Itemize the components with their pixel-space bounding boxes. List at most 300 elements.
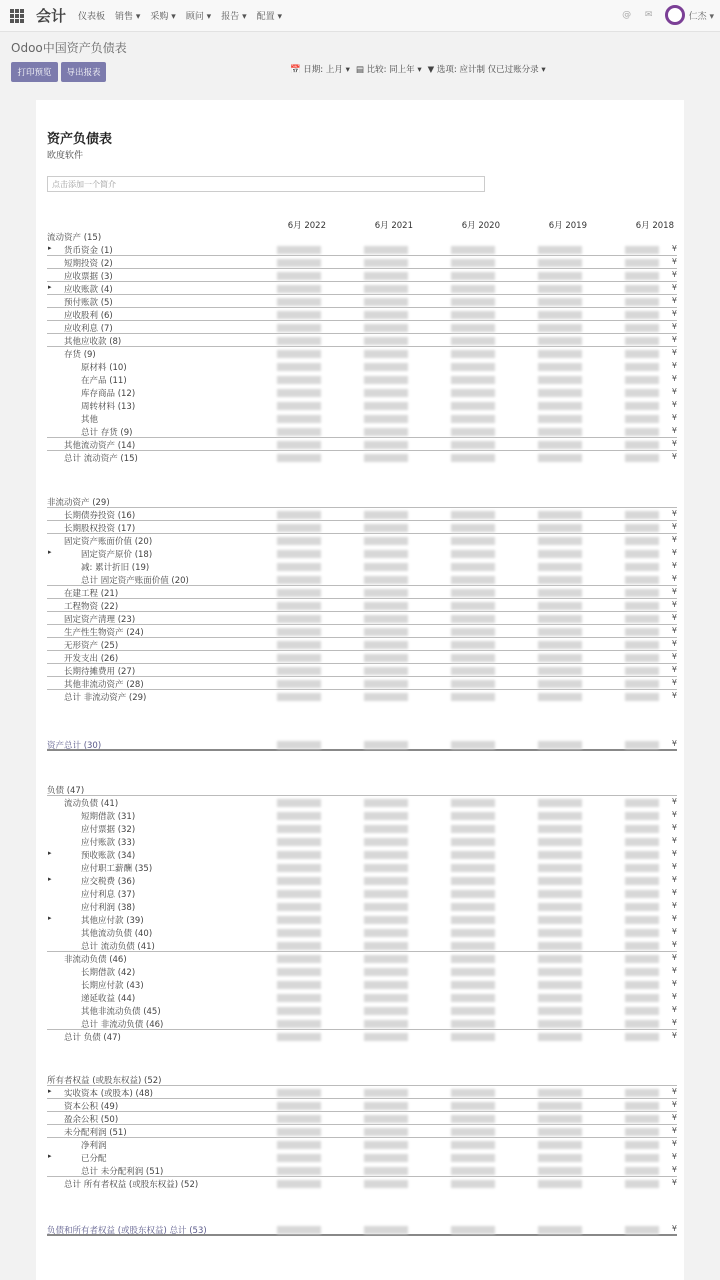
report-line[interactable]: [47, 373, 677, 386]
report-line[interactable]: [47, 861, 677, 874]
blurred-amount: [538, 311, 582, 319]
report-line[interactable]: [47, 651, 677, 664]
blurred-amount: [364, 311, 408, 319]
line-label: 总计 流动负债 (41): [81, 942, 155, 952]
report-line[interactable]: [47, 495, 677, 508]
activity-icon[interactable]: @: [622, 10, 632, 20]
report-line[interactable]: [47, 625, 677, 638]
blurred-amount: [364, 298, 408, 306]
currency-symbol: ¥: [671, 927, 677, 936]
currency-symbol: ¥: [671, 439, 677, 448]
options-filter[interactable]: ▼ 选项: 应计制 仅已过账分录 ▾: [427, 65, 546, 75]
blurred-amount: [625, 877, 659, 885]
currency-symbol: ¥: [671, 823, 677, 832]
blurred-amount: [625, 1167, 659, 1175]
report-line[interactable]: [47, 809, 677, 822]
blurred-amount: [451, 511, 495, 519]
blurred-amount: [364, 812, 408, 820]
currency-symbol: ¥: [671, 296, 677, 305]
blurred-amount: [364, 589, 408, 597]
blurred-amount: [538, 1102, 582, 1110]
blurred-amount: [538, 929, 582, 937]
report-line[interactable]: [47, 1223, 677, 1236]
report-line[interactable]: [47, 738, 677, 751]
blurred-amount: [364, 454, 408, 462]
blurred-amount: [451, 1089, 495, 1097]
line-label: 固定资产账面价值 (20): [64, 537, 153, 547]
blurred-amount: [538, 877, 582, 885]
blurred-amount: [625, 246, 659, 254]
blurred-amount: [364, 511, 408, 519]
currency-symbol: ¥: [671, 1113, 677, 1122]
currency-symbol: ¥: [671, 574, 677, 583]
line-label: 开发支出 (26): [64, 654, 119, 664]
blurred-amount: [625, 1007, 659, 1015]
line-label: 流动资产 (15): [47, 233, 102, 243]
report-line[interactable]: [47, 887, 677, 900]
report-line[interactable]: [47, 386, 677, 399]
report-line[interactable]: [47, 269, 677, 282]
currency-symbol: ¥: [671, 1178, 677, 1187]
menu-reports[interactable]: 报告 ▾: [221, 12, 247, 22]
blurred-amount: [625, 376, 659, 384]
blurred-amount: [538, 1226, 582, 1234]
blurred-amount: [364, 680, 408, 688]
line-label: 固定资产清理 (23): [64, 615, 136, 625]
blurred-amount: [538, 602, 582, 610]
line-label: 应收利息 (7): [64, 324, 113, 334]
blurred-amount: [277, 851, 321, 859]
menu-sales[interactable]: 销售 ▾: [115, 12, 141, 22]
line-label: 应付票据 (32): [81, 825, 136, 835]
compare-filter-label: 比较: 同上年 ▾: [366, 65, 422, 75]
blurred-amount: [277, 1115, 321, 1123]
report-line[interactable]: [47, 534, 677, 547]
blurred-amount: [625, 441, 659, 449]
blurred-amount: [538, 415, 582, 423]
blurred-amount: [277, 1180, 321, 1188]
menu-configuration[interactable]: 配置 ▾: [256, 12, 282, 22]
blurred-amount: [538, 285, 582, 293]
blurred-amount: [538, 693, 582, 701]
blurred-amount: [538, 628, 582, 636]
report-line[interactable]: [47, 282, 677, 295]
blurred-amount: [364, 1115, 408, 1123]
report-line[interactable]: [47, 1099, 677, 1112]
blurred-amount: [277, 1089, 321, 1097]
blurred-amount: [538, 741, 582, 749]
blurred-amount: [364, 615, 408, 623]
report-line[interactable]: [47, 690, 677, 703]
line-label: 在产品 (11): [81, 376, 127, 386]
blurred-amount: [277, 903, 321, 911]
menu-purchase[interactable]: 采购 ▾: [150, 12, 176, 22]
blurred-amount: [277, 916, 321, 924]
blurred-amount: [364, 1180, 408, 1188]
currency-symbol: ¥: [671, 509, 677, 518]
line-label: 固定资产原价 (18): [81, 550, 153, 560]
expand-caret-icon[interactable]: ▸: [48, 548, 52, 556]
column-header: 6月 2021: [374, 221, 413, 231]
avatar[interactable]: [665, 5, 685, 25]
blurred-amount: [625, 1115, 659, 1123]
line-label: 总计 流动资产 (15): [64, 454, 138, 464]
blurred-amount: [625, 812, 659, 820]
report-line[interactable]: [47, 360, 677, 373]
blurred-amount: [364, 890, 408, 898]
report-line[interactable]: [47, 256, 677, 269]
blurred-amount: [277, 929, 321, 937]
report-line[interactable]: [47, 926, 677, 939]
blurred-amount: [364, 916, 408, 924]
report-line[interactable]: [47, 547, 677, 560]
report-line[interactable]: [47, 1017, 677, 1030]
blurred-amount: [538, 1141, 582, 1149]
blurred-amount: [277, 454, 321, 462]
currency-symbol: ¥: [671, 548, 677, 557]
report-line[interactable]: [47, 451, 677, 464]
blurred-amount: [277, 799, 321, 807]
app-brand: 会计: [36, 7, 67, 25]
report-line[interactable]: [47, 1138, 677, 1151]
blurred-amount: [625, 337, 659, 345]
report-line[interactable]: [47, 521, 677, 534]
report-line[interactable]: [47, 1151, 677, 1164]
blurred-amount: [364, 537, 408, 545]
report-line[interactable]: [47, 612, 677, 625]
blurred-amount: [538, 454, 582, 462]
blurred-amount: [625, 641, 659, 649]
blurred-amount: [625, 589, 659, 597]
blurred-amount: [364, 1089, 408, 1097]
blurred-amount: [364, 825, 408, 833]
report-line[interactable]: [47, 978, 677, 991]
report-line[interactable]: [47, 848, 677, 861]
blurred-amount: [451, 838, 495, 846]
blurred-amount: [538, 1020, 582, 1028]
line-label: 原材料 (10): [81, 363, 127, 373]
report-line[interactable]: [47, 230, 677, 243]
currency-symbol: ¥: [671, 797, 677, 806]
blurred-amount: [451, 589, 495, 597]
expand-caret-icon[interactable]: ▸: [48, 1152, 52, 1160]
blurred-amount: [277, 324, 321, 332]
line-label: 递延收益 (44): [81, 994, 136, 1004]
currency-symbol: ¥: [671, 888, 677, 897]
report-line[interactable]: [47, 677, 677, 690]
expand-caret-icon[interactable]: ▸: [48, 914, 52, 922]
blurred-amount: [451, 311, 495, 319]
blurred-amount: [364, 942, 408, 950]
expand-caret-icon[interactable]: ▸: [48, 244, 52, 252]
print-preview-button[interactable]: 打印预览: [11, 62, 58, 82]
report-line[interactable]: [47, 1112, 677, 1125]
blurred-amount: [451, 1033, 495, 1041]
blurred-amount: [625, 838, 659, 846]
blurred-amount: [277, 402, 321, 410]
blurred-amount: [364, 1033, 408, 1041]
currency-symbol: ¥: [671, 1126, 677, 1135]
blurred-amount: [538, 563, 582, 571]
blurred-amount: [538, 1128, 582, 1136]
currency-symbol: ¥: [671, 413, 677, 422]
blurred-amount: [538, 350, 582, 358]
blurred-amount: [625, 402, 659, 410]
blurred-amount: [625, 550, 659, 558]
line-label: 净利润: [81, 1141, 107, 1151]
line-label: 周转材料 (13): [81, 402, 136, 412]
report-line[interactable]: [47, 1073, 677, 1086]
blurred-amount: [625, 389, 659, 397]
expand-caret-icon[interactable]: ▸: [48, 849, 52, 857]
line-label: 其他应付款 (39): [81, 916, 144, 926]
blurred-amount: [451, 799, 495, 807]
blurred-amount: [451, 981, 495, 989]
report-line[interactable]: [47, 952, 677, 965]
blurred-amount: [625, 1128, 659, 1136]
blurred-amount: [277, 1128, 321, 1136]
currency-symbol: ¥: [671, 1224, 677, 1233]
blurred-amount: [538, 838, 582, 846]
report-line[interactable]: [47, 835, 677, 848]
blurred-amount: [277, 968, 321, 976]
currency-symbol: ¥: [671, 901, 677, 910]
blurred-amount: [451, 337, 495, 345]
blurred-amount: [451, 825, 495, 833]
report-line[interactable]: [47, 560, 677, 573]
date-filter[interactable]: 📅 日期: 上月 ▾: [290, 65, 350, 75]
line-label: 负债和所有者权益 (或股东权益) 总计 (53): [47, 1226, 207, 1236]
blurred-amount: [277, 589, 321, 597]
blurred-amount: [364, 654, 408, 662]
blurred-amount: [277, 337, 321, 345]
currency-symbol: ¥: [671, 587, 677, 596]
blurred-amount: [277, 693, 321, 701]
expand-caret-icon[interactable]: ▸: [48, 283, 52, 291]
date-filter-label: 日期: 上月 ▾: [303, 65, 350, 75]
blurred-amount: [277, 667, 321, 675]
blurred-amount: [451, 741, 495, 749]
column-header: 6月 2018: [635, 221, 674, 231]
currency-symbol: ¥: [671, 966, 677, 975]
blurred-amount: [364, 994, 408, 1002]
report-line[interactable]: [47, 425, 677, 438]
line-label: 总计 所有者权益 (或股东权益) (52): [64, 1180, 199, 1190]
report-line[interactable]: [47, 308, 677, 321]
user-menu[interactable]: 仁杰 ▾: [688, 11, 714, 22]
currency-symbol: ¥: [671, 535, 677, 544]
report-line[interactable]: [47, 347, 677, 360]
blurred-amount: [625, 285, 659, 293]
blurred-amount: [538, 1115, 582, 1123]
report-line[interactable]: [47, 508, 677, 521]
currency-symbol: ¥: [671, 309, 677, 318]
report-line[interactable]: [47, 796, 677, 809]
line-label: 总计 固定资产账面价值 (20): [81, 576, 189, 586]
blurred-amount: [364, 851, 408, 859]
blurred-amount: [451, 812, 495, 820]
blurred-amount: [451, 1007, 495, 1015]
currency-symbol: ¥: [671, 1100, 677, 1109]
report-line[interactable]: [47, 334, 677, 347]
blurred-amount: [538, 511, 582, 519]
report-line[interactable]: [47, 599, 677, 612]
report-title: 资产负债表: [47, 132, 113, 147]
summary-input[interactable]: 点击添加一个简介: [47, 176, 485, 192]
report-line[interactable]: [47, 1177, 677, 1190]
blurred-amount: [364, 741, 408, 749]
blurred-amount: [625, 693, 659, 701]
blurred-amount: [625, 916, 659, 924]
blurred-amount: [451, 1167, 495, 1175]
line-label: 其他流动负债 (40): [81, 929, 153, 939]
report-line[interactable]: [47, 321, 677, 334]
currency-symbol: ¥: [671, 1152, 677, 1161]
blurred-amount: [625, 667, 659, 675]
blurred-amount: [538, 1089, 582, 1097]
blurred-amount: [538, 402, 582, 410]
compare-filter[interactable]: ▤ 比较: 同上年 ▾: [355, 65, 422, 75]
currency-symbol: ¥: [671, 940, 677, 949]
blurred-amount: [364, 968, 408, 976]
blurred-amount: [625, 363, 659, 371]
blurred-amount: [538, 799, 582, 807]
blurred-amount: [625, 628, 659, 636]
menu-dashboard[interactable]: 仪表板: [78, 12, 106, 22]
report-line[interactable]: [47, 1030, 677, 1043]
report-line[interactable]: [47, 991, 677, 1004]
blurred-amount: [451, 1180, 495, 1188]
chat-icon[interactable]: ✉: [644, 10, 653, 20]
line-label: 所有者权益 (或股东权益) (52): [47, 1076, 162, 1086]
export-button[interactable]: 导出报表: [61, 62, 106, 82]
blurred-amount: [451, 1128, 495, 1136]
blurred-amount: [277, 741, 321, 749]
currency-symbol: ¥: [671, 335, 677, 344]
report-line[interactable]: [47, 1004, 677, 1017]
blurred-amount: [364, 799, 408, 807]
report-line[interactable]: [47, 900, 677, 913]
blurred-amount: [451, 524, 495, 532]
blurred-amount: [538, 667, 582, 675]
report-line[interactable]: [47, 1125, 677, 1138]
expand-caret-icon[interactable]: ▸: [48, 1087, 52, 1095]
report-line[interactable]: [47, 965, 677, 978]
blurred-amount: [538, 524, 582, 532]
blurred-amount: [625, 1020, 659, 1028]
blurred-amount: [364, 428, 408, 436]
blurred-amount: [364, 563, 408, 571]
blurred-amount: [451, 877, 495, 885]
line-label: 总计 存货 (9): [81, 428, 133, 438]
blurred-amount: [277, 1154, 321, 1162]
blurred-amount: [538, 363, 582, 371]
report-line[interactable]: [47, 586, 677, 599]
blurred-amount: [625, 942, 659, 950]
blurred-amount: [364, 955, 408, 963]
report-line[interactable]: [47, 939, 677, 952]
blurred-amount: [538, 680, 582, 688]
blurred-amount: [625, 903, 659, 911]
report-line[interactable]: [47, 438, 677, 451]
apps-menu-icon[interactable]: [10, 9, 24, 23]
report-line[interactable]: [47, 1086, 677, 1099]
blurred-amount: [538, 890, 582, 898]
blurred-amount: [538, 851, 582, 859]
blurred-amount: [538, 615, 582, 623]
line-label: 短期借款 (31): [81, 812, 136, 822]
report-line[interactable]: [47, 638, 677, 651]
report-line[interactable]: [47, 1164, 677, 1177]
blurred-amount: [451, 1226, 495, 1234]
line-label: 存货 (9): [64, 350, 96, 360]
blurred-amount: [277, 890, 321, 898]
blurred-amount: [277, 1020, 321, 1028]
blurred-amount: [538, 441, 582, 449]
blurred-amount: [364, 550, 408, 558]
report-line[interactable]: [47, 412, 677, 425]
report-filters: [290, 63, 552, 75]
currency-symbol: ¥: [671, 1005, 677, 1014]
report-line[interactable]: [47, 783, 677, 796]
blurred-amount: [625, 654, 659, 662]
blurred-amount: [451, 402, 495, 410]
report-line[interactable]: [47, 243, 677, 256]
page-title: Odoo中国资产负债表: [11, 41, 127, 55]
expand-caret-icon[interactable]: ▸: [48, 875, 52, 883]
report-line[interactable]: [47, 822, 677, 835]
blurred-amount: [451, 994, 495, 1002]
report-line[interactable]: [47, 874, 677, 887]
line-label: 长期债券投资 (16): [64, 511, 136, 521]
main-menu: [78, 9, 292, 22]
blurred-amount: [277, 877, 321, 885]
report-line[interactable]: [47, 664, 677, 677]
report-line[interactable]: [47, 573, 677, 586]
blurred-amount: [538, 537, 582, 545]
line-label: 应付职工薪酬 (35): [81, 864, 153, 874]
blurred-amount: [538, 812, 582, 820]
blurred-amount: [277, 680, 321, 688]
blurred-amount: [451, 298, 495, 306]
blurred-amount: [364, 903, 408, 911]
blurred-amount: [277, 441, 321, 449]
blurred-amount: [625, 864, 659, 872]
blurred-amount: [625, 1089, 659, 1097]
blurred-amount: [364, 1007, 408, 1015]
currency-symbol: ¥: [671, 739, 677, 748]
report-line[interactable]: [47, 295, 677, 308]
line-label: 实收资本 (或股本) (48): [64, 1089, 153, 1099]
report-line[interactable]: [47, 913, 677, 926]
blurred-amount: [625, 825, 659, 833]
blurred-amount: [625, 272, 659, 280]
blurred-amount: [364, 350, 408, 358]
line-label: 在建工程 (21): [64, 589, 119, 599]
currency-symbol: ¥: [671, 270, 677, 279]
blurred-amount: [538, 589, 582, 597]
menu-advisor[interactable]: 顾问 ▾: [185, 12, 212, 22]
line-label: 应付利息 (37): [81, 890, 136, 900]
blurred-amount: [451, 1102, 495, 1110]
blurred-amount: [451, 654, 495, 662]
line-label: 长期应付款 (43): [81, 981, 144, 991]
report-line[interactable]: [47, 399, 677, 412]
blurred-amount: [625, 563, 659, 571]
line-label: 总计 非流动资产 (29): [64, 693, 147, 703]
blurred-amount: [538, 1167, 582, 1175]
blurred-amount: [538, 259, 582, 267]
